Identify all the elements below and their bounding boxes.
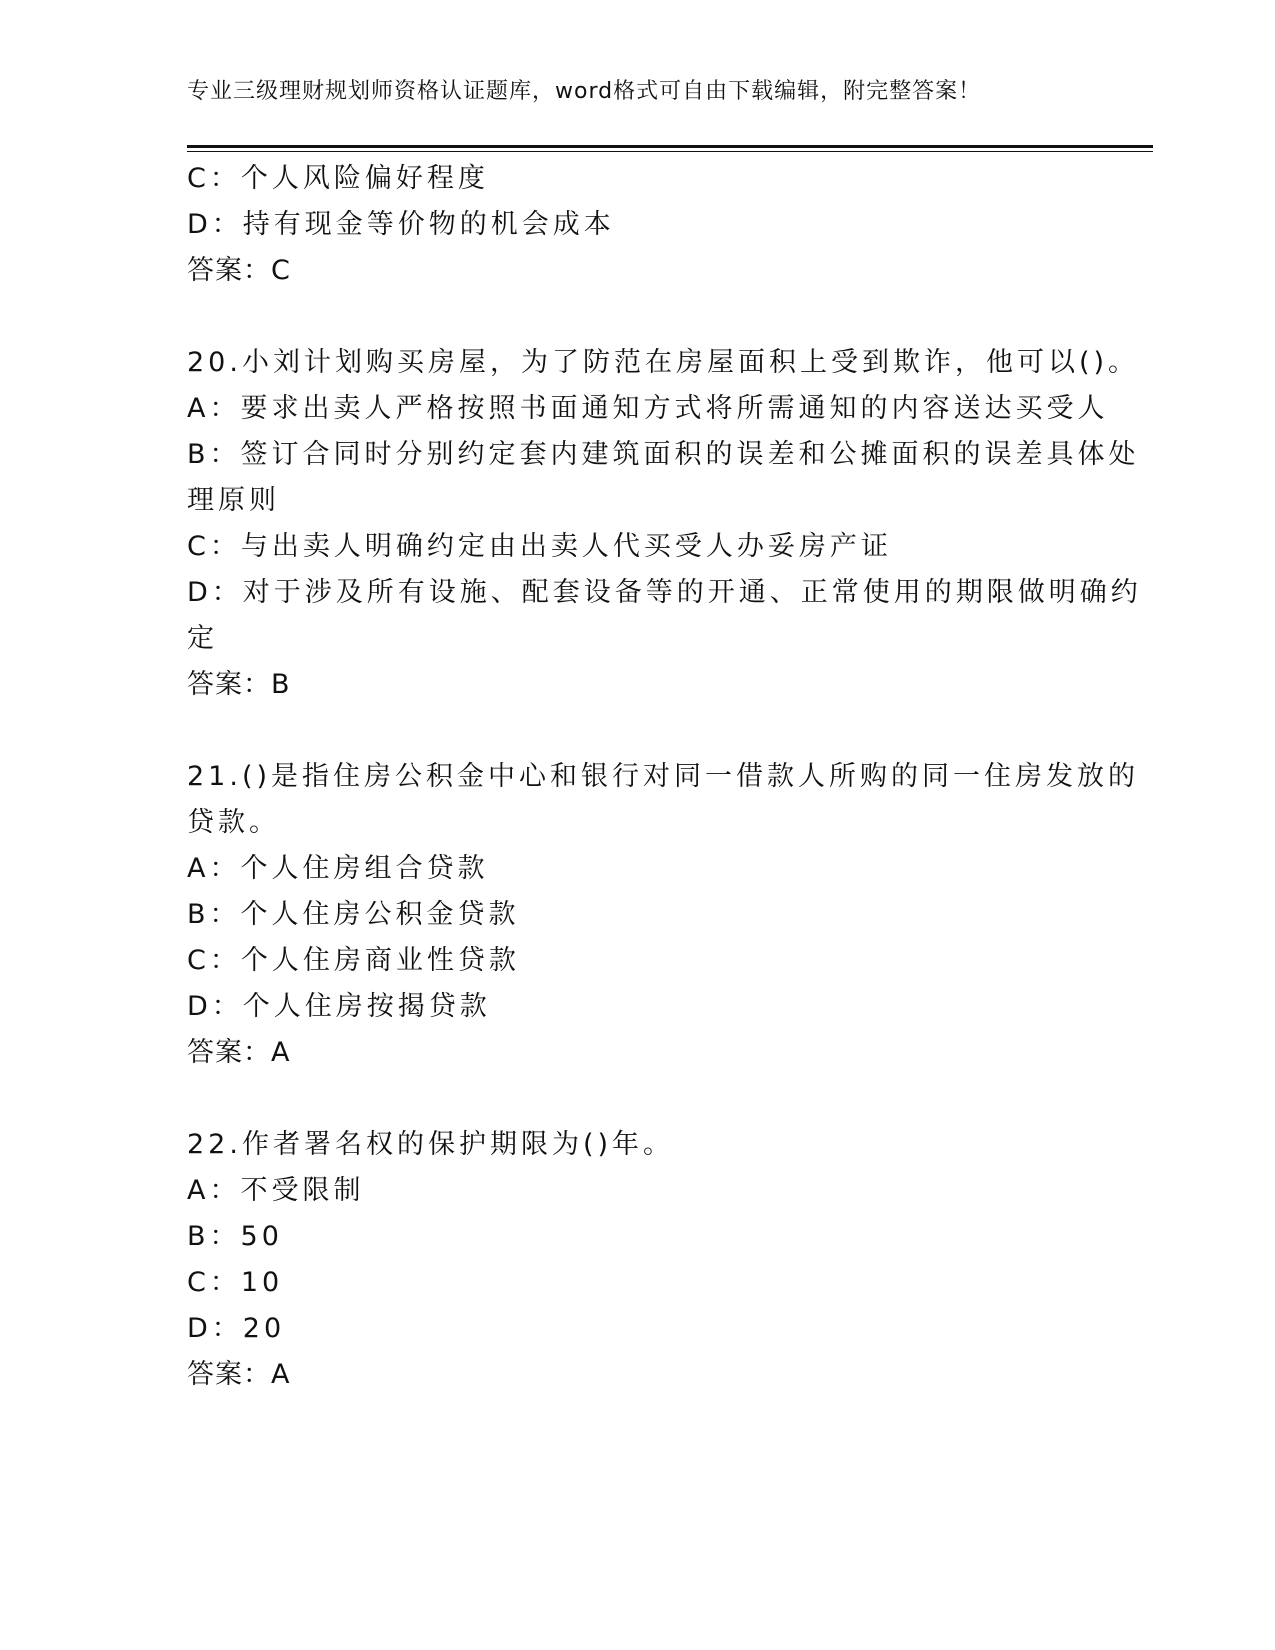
- q20-option-d-cont: 定: [187, 623, 218, 654]
- q22-option-b: B：50: [187, 1221, 283, 1252]
- page-header: 专业三级理财规划师资格认证题库，word格式可自由下载编辑，附完整答案！: [187, 79, 982, 104]
- q20-option-b: B：签订合同时分别约定套内建筑面积的误差和公摊面积的误差具体处: [187, 439, 1140, 470]
- spacer: [187, 294, 1087, 340]
- q22-option-c: C：10: [187, 1267, 284, 1298]
- q21-stem-cont: 贷款。: [187, 807, 280, 838]
- q21-option-c: C：个人住房商业性贷款: [187, 945, 520, 976]
- q22-option-d: D：20: [187, 1313, 286, 1344]
- q20-option-b-cont: 理原则: [187, 485, 280, 516]
- question-content: [187, 156, 1142, 1398]
- q21-answer: 答案：A: [187, 1037, 291, 1068]
- header-rule-thick: [187, 145, 1153, 148]
- q20-option-c: C：与出卖人明确约定由出卖人代买受人办妥房产证: [187, 531, 892, 562]
- q20-option-a: A：要求出卖人严格按照书面通知方式将所需通知的内容送达买受人: [187, 393, 1109, 424]
- q21-option-a: A：个人住房组合贷款: [187, 853, 489, 884]
- q21-option-b: B：个人住房公积金贷款: [187, 899, 520, 930]
- prev-option-d: D：持有现金等价物的机会成本: [187, 209, 615, 240]
- q22-option-a: A：不受限制: [187, 1175, 365, 1206]
- prev-answer: 答案：C: [187, 255, 291, 286]
- q22-answer: 答案：A: [187, 1359, 291, 1390]
- q20-option-d: D：对于涉及所有设施、配套设备等的开通、正常使用的期限做明确约: [187, 577, 1142, 608]
- spacer: [187, 708, 1087, 754]
- spacer: [187, 1076, 1087, 1122]
- q21-option-d: D：个人住房按揭贷款: [187, 991, 491, 1022]
- q20-answer: 答案：B: [187, 669, 291, 700]
- header-rule-thin: [187, 151, 1153, 152]
- q22-stem: 22.作者署名权的保护期限为()年。: [187, 1129, 675, 1160]
- q21-stem: 21.()是指住房公积金中心和银行对同一借款人所购的同一住房发放的: [187, 761, 1140, 792]
- prev-option-c: C：个人风险偏好程度: [187, 163, 489, 194]
- q20-stem: 20.小刘计划购买房屋，为了防范在房屋面积上受到欺诈，他可以()。: [187, 347, 1140, 378]
